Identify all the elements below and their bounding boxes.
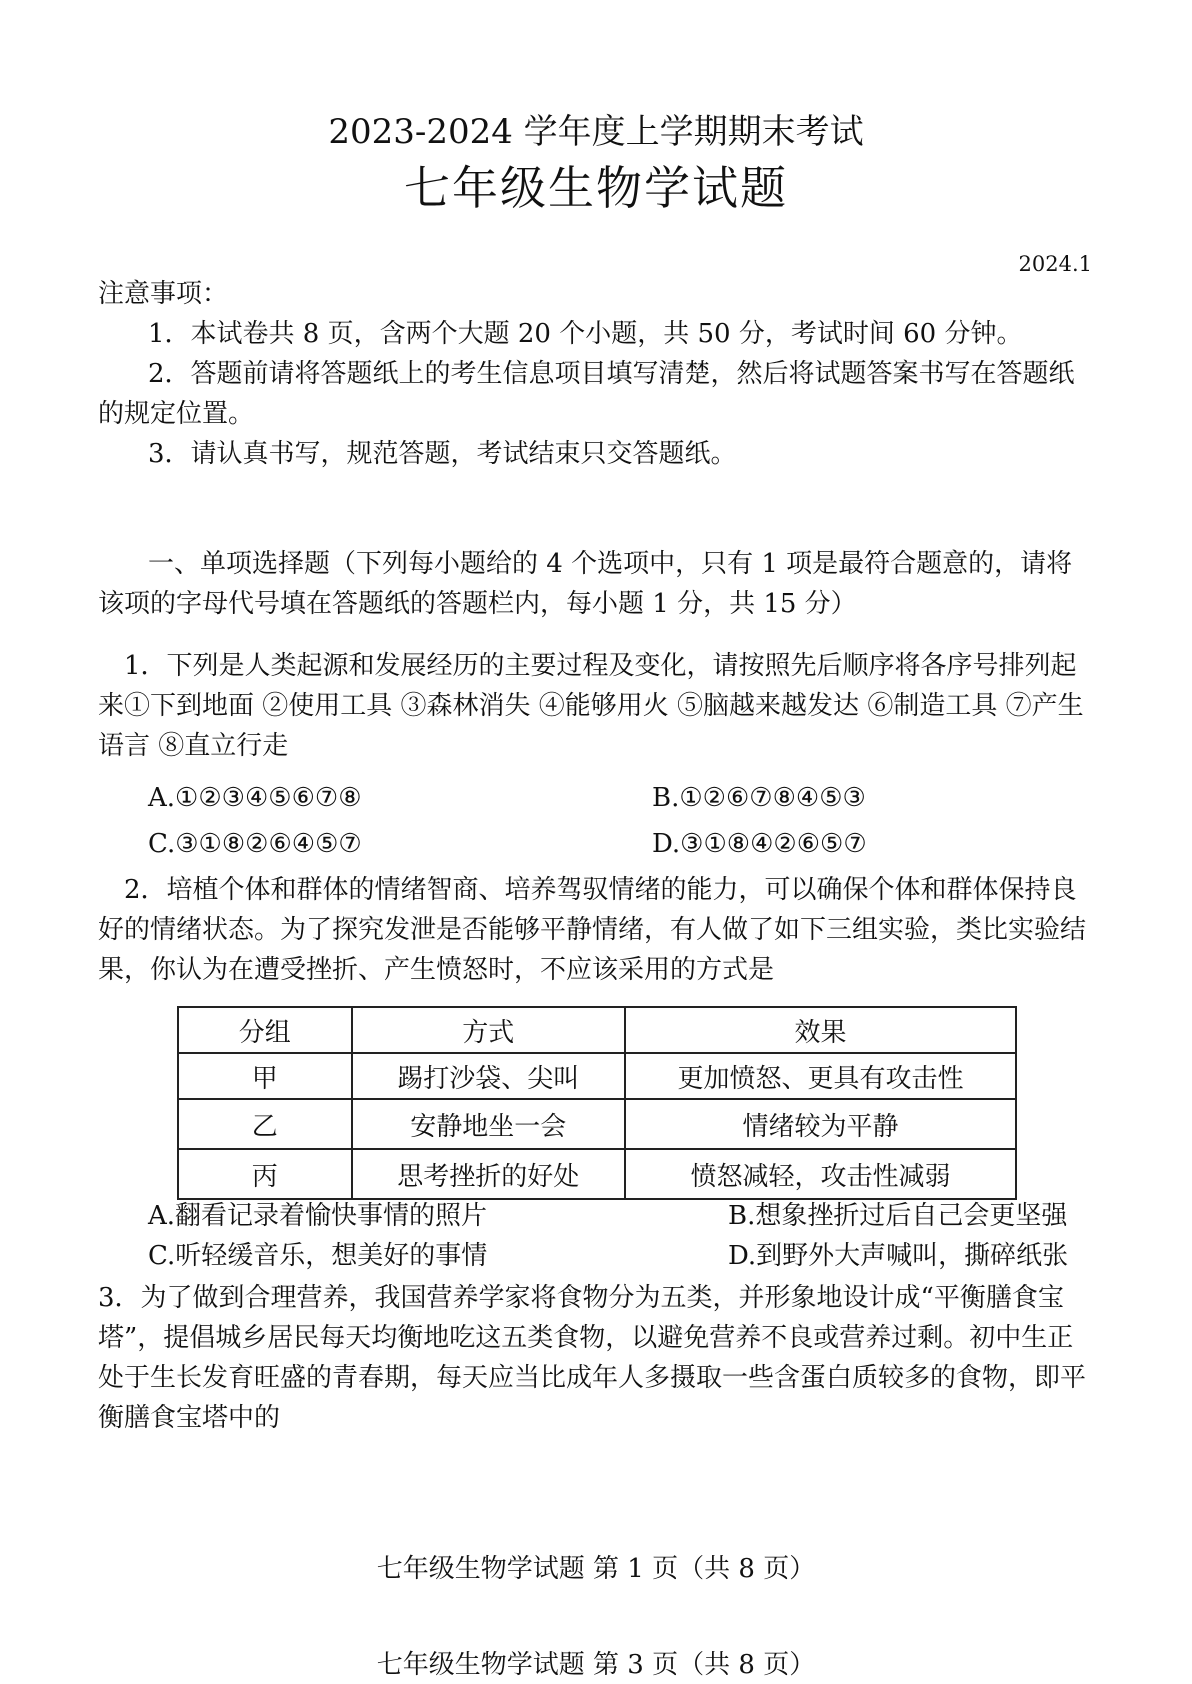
question-2-stem: 2．培植个体和群体的情绪智商、培养驾驭情绪的能力，可以确保个体和群体保持良好的情绪状态。为了探究发泄是否能够平静情绪，有人做了如下三组实验，类比实验结果，你认为在遭受挫折、产生愤怒时，不应该采用的方式是	[98, 875, 1087, 985]
table-header-cell: 分组	[178, 1007, 352, 1053]
table-row	[178, 1149, 1016, 1199]
exam-subject-title: 七年级生物学试题	[404, 161, 788, 215]
table-cell: 踢打沙袋、尖叫	[352, 1053, 625, 1099]
table-cell: 安静地坐一会	[352, 1099, 625, 1149]
table-cell: 甲	[178, 1053, 352, 1099]
table-cell: 乙	[178, 1099, 352, 1149]
table-cell: 更加愤怒、更具有攻击性	[625, 1053, 1016, 1099]
table-row	[178, 1099, 1016, 1149]
notice-item-3: 3．请认真书写，规范答题，考试结束只交答题纸。	[148, 439, 737, 469]
question-1-option-d: D.③①⑧④②⑥⑤⑦	[652, 829, 867, 859]
question-2-option-a: A.翻看记录着愉快事情的照片	[148, 1201, 488, 1231]
table-header-row	[178, 1007, 1016, 1053]
notice-heading: 注意事项：	[98, 279, 229, 309]
question-1-option-a: A.①②③④⑤⑥⑦⑧	[148, 783, 362, 813]
experiment-table	[177, 1006, 1017, 1200]
table-header-cell: 效果	[625, 1007, 1016, 1053]
question-1-option-b: B.①②⑥⑦⑧④⑤③	[652, 783, 866, 813]
notice-item-1: 1．本试卷共 8 页，含两个大题 20 个小题，共 50 分，考试时间 60 分钟。	[148, 319, 1023, 349]
page-footer: 七年级生物学试题 第 1 页（共 8 页）	[376, 1554, 816, 1584]
exam-title: 2023-2024 学年度上学期期末考试	[328, 112, 864, 152]
table-row	[178, 1053, 1016, 1099]
question-3-stem: 3．为了做到合理营养，我国营养学家将食物分为五类，并形象地设计成“平衡膳食宝塔”，提倡城乡居民每天均衡地吃这五类食物，以避免营养不良或营养过剩。初中生正处于生长发育旺盛的青春期，每天应当比成年人多摄取一些含蛋白质较多的食物，即平衡膳食宝塔中的	[98, 1283, 1087, 1433]
question-1-option-c: C.③①⑧②⑥④⑤⑦	[148, 829, 362, 859]
next-page-footer: 七年级生物学试题 第 3 页（共 8 页）	[376, 1650, 816, 1680]
notice-item-2: 2．答题前请将答题纸上的考生信息项目填写清楚，然后将试题答案书写在答题纸的规定位置。	[98, 359, 1075, 429]
question-2-option-c: C.听轻缓音乐，想美好的事情	[148, 1241, 488, 1271]
question-2-option-d: D.到野外大声喊叫，撕碎纸张	[728, 1241, 1069, 1271]
table-header-cell: 方式	[352, 1007, 625, 1053]
table-cell: 愤怒减轻，攻击性减弱	[625, 1149, 1016, 1199]
question-2-option-b: B.想象挫折过后自己会更坚强	[728, 1201, 1068, 1231]
section-heading: 一、单项选择题（下列每小题给的 4 个选项中，只有 1 项是最符合题意的，请将该项的字母代号填在答题纸的答题栏内，每小题 1 分，共 15 分）	[98, 549, 1073, 619]
table-cell: 情绪较为平静	[625, 1099, 1016, 1149]
question-1-stem: 1．下列是人类起源和发展经历的主要过程及变化，请按照先后顺序将各序号排列起来①下到地面 ②使用工具 ③森林消失 ④能够用火 ⑤脑越来越发达 ⑥制造工具 ⑦产生语言 ⑧直立行走	[98, 651, 1084, 761]
exam-date: 2024.1	[1018, 252, 1092, 276]
table-cell: 丙	[178, 1149, 352, 1199]
table-cell: 思考挫折的好处	[352, 1149, 625, 1199]
